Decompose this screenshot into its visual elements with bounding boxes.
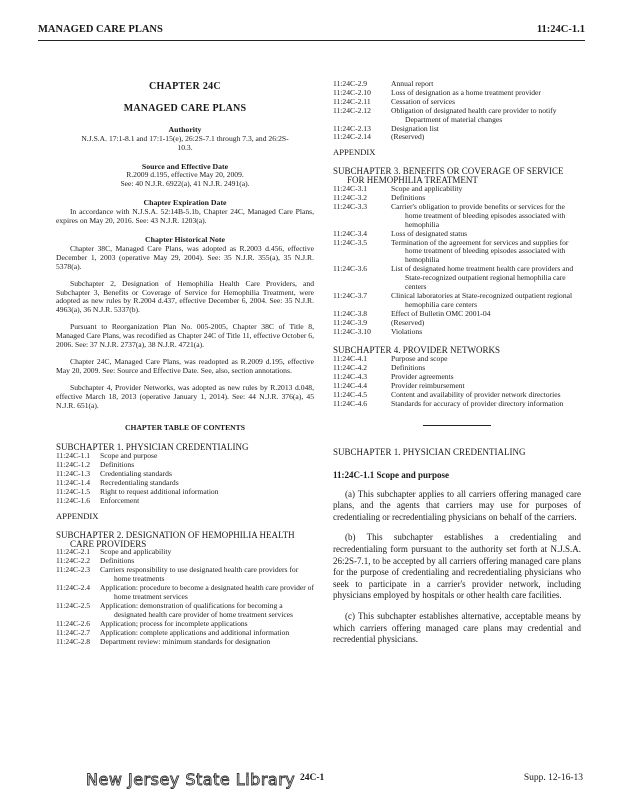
toc-title: Recredentialing standards bbox=[100, 478, 179, 487]
toc-title: Application; process for incomplete applications bbox=[100, 618, 248, 628]
toc-number: 11:24C-3.1 bbox=[333, 184, 368, 194]
subchapter-4-toc bbox=[333, 355, 581, 408]
toc-title: Application: complete applications and additional information bbox=[100, 627, 290, 637]
right-column bbox=[333, 80, 581, 646]
toc-number: 11:24C-2.10 bbox=[333, 87, 371, 97]
appendix-label[interactable]: APPENDIX bbox=[333, 147, 376, 158]
toc-number: 11:24C-3.8 bbox=[333, 308, 368, 318]
subchapter-3-heading: SUBCHAPTER 3. BENEFITS OR COVERAGE OF SERVICE FOR HEMOPHILIA TREATMENT bbox=[333, 166, 564, 186]
toc-title: Effect of Bulletin OMC 2001-04 bbox=[391, 308, 491, 318]
toc-number: 11:24C-2.8 bbox=[56, 636, 91, 646]
toc-entry[interactable] bbox=[56, 470, 314, 479]
toc-title: Purpose and scope bbox=[391, 354, 448, 364]
supplement-date: Supp. 12-16-13 bbox=[523, 773, 583, 783]
body-paragraph: (c) This subchapter establishes alternative, acceptable means by which carriers offering managed care plans may credential and recredential physicians. bbox=[333, 610, 581, 645]
toc-entry[interactable] bbox=[333, 328, 581, 337]
toc-entry[interactable] bbox=[56, 602, 314, 620]
toc-title: Loss of designation as a home treatment provider bbox=[391, 87, 541, 97]
toc-entry[interactable] bbox=[333, 265, 581, 292]
toc-title: Carrier's obligation to provide benefits or services for the home treatment of bleeding episodes associated with hemophilia bbox=[391, 201, 566, 229]
toc-title: Carriers responsibility to use designated health care providers for home treatments bbox=[100, 565, 299, 584]
subchapter-3-toc bbox=[333, 185, 581, 336]
toc-number: 11:24C-4.6 bbox=[333, 398, 368, 408]
source-line-2: See: 40 N.J.R. 6922(a), 41 N.J.R. 2491(a). bbox=[120, 179, 250, 189]
left-column bbox=[56, 80, 314, 646]
subchapter-2-toc-continued bbox=[333, 80, 581, 142]
toc-title: Provider reimbursement bbox=[391, 381, 465, 391]
historical-note: Subchapter 4, Provider Networks, was adopted as new rules by R.2013 d.048, effective March 18, 2013 (operative January 1, 2014). See: 44 N.J.R. 376(a), 45 N.J.R. 651(a). bbox=[56, 382, 314, 410]
page-number: 24C-1 bbox=[300, 773, 325, 783]
subchapter-4-heading: SUBCHAPTER 4. PROVIDER NETWORKS bbox=[333, 345, 501, 356]
toc-number: 11:24C-2.12 bbox=[333, 105, 371, 115]
historical-note: Pursuant to Reorganization Plan No. 005-2005, Chapter 38C of Title 8, Managed Care Plans, was recodified as Chapter 24C of Title 11, effective October 6, 2006. See: 37 N.J.R. 2737(a), 38 N.J.R. 4721(a). bbox=[56, 322, 314, 350]
toc-number: 11:24C-2.3 bbox=[56, 565, 91, 575]
toc-number: 11:24C-2.14 bbox=[333, 132, 371, 142]
toc-number: 11:24C-2.1 bbox=[56, 547, 91, 557]
toc-title: Scope and applicability bbox=[391, 184, 463, 194]
toc-number: 11:24C-2.2 bbox=[56, 556, 91, 566]
library-watermark: New Jersey State Library bbox=[86, 770, 296, 789]
expiration-text: In accordance with N.J.S.A. 52:14B-5.1b, Chapter 24C, Managed Care Plans, expires on May 20, 2016. See: 43 N.J.R. 1203(a). bbox=[56, 207, 314, 226]
toc-entry[interactable] bbox=[333, 364, 581, 373]
toc-title: Definitions bbox=[100, 460, 135, 470]
toc-title: Content and availability of provider network directories bbox=[391, 390, 561, 399]
header-section: 11:24C-1.1 bbox=[536, 24, 585, 35]
toc-number: 11:24C-4.5 bbox=[333, 390, 368, 399]
subchapter-1-toc bbox=[56, 452, 314, 505]
subchapter-1-heading: SUBCHAPTER 1. PHYSICIAN CREDENTIALING bbox=[56, 442, 249, 453]
toc-number: 11:24C-1.4 bbox=[56, 478, 91, 487]
toc-number: 11:24C-2.9 bbox=[333, 79, 368, 88]
body-paragraph: (b) This subchapter establishes a credentialing and recredentialing form pursuant to the authority set forth at N.J.S.A. 26:2S-7.1, to be accepted by all carriers offering managed care plans for the purpose of credentialing and recredentialing physicians who seek to participate in a carrier's provider network, including physicians employed by hospitals or other health care facilities. bbox=[333, 532, 581, 601]
toc-title: Cessation of services bbox=[391, 96, 456, 106]
toc-number: 11:24C-3.2 bbox=[333, 192, 368, 202]
toc-number: 11:24C-3.7 bbox=[333, 290, 368, 300]
toc-title: (Reserved) bbox=[391, 132, 425, 142]
toc-title: Enforcement bbox=[100, 495, 140, 505]
toc-number: 11:24C-2.7 bbox=[56, 627, 91, 637]
toc-title: (Reserved) bbox=[391, 317, 425, 327]
toc-title: Scope and applicability bbox=[100, 547, 172, 557]
toc-title: Definitions bbox=[391, 192, 426, 202]
toc-entry[interactable] bbox=[333, 310, 581, 319]
toc-entry[interactable] bbox=[56, 566, 314, 584]
authority-text: N.J.S.A. 17:1-8.1 and 17:1-15(e), 26:2S-7.1 through 7.3, and 26:2S-10.3. bbox=[81, 133, 289, 152]
toc-title: Right to request additional information bbox=[100, 486, 219, 496]
toc-number: 11:24C-4.2 bbox=[333, 363, 368, 373]
expiration-heading: Chapter Expiration Date bbox=[143, 198, 227, 208]
toc-entry[interactable] bbox=[333, 185, 581, 194]
subchapter-2-heading: SUBCHAPTER 2. DESIGNATION OF HEMOPHILIA HEALTH CARE PROVIDERS bbox=[56, 529, 295, 549]
toc-title: Definitions bbox=[100, 556, 135, 566]
toc-entry[interactable] bbox=[333, 355, 581, 364]
toc-title: Standards for accuracy of provider directory information bbox=[391, 398, 564, 408]
toc-number: 11:24C-2.5 bbox=[56, 600, 91, 610]
toc-title: Clinical laboratories at State-recognized outpatient regional hemophilia care centers bbox=[391, 290, 573, 309]
page-footer bbox=[0, 770, 623, 794]
historical-note: Chapter 38C, Managed Care Plans, was adopted as R.2003 d.456, effective December 1, 2003 (operative May 29, 2004). See: 35 N.J.R. 355(a), 35 N.J.R. 5378(a). bbox=[56, 243, 314, 271]
toc-heading: CHAPTER TABLE OF CONTENTS bbox=[125, 423, 245, 433]
toc-title: Application: procedure to become a designated health care provider of home treatment services bbox=[100, 583, 315, 601]
toc-title: Application: demonstration of qualifications for becoming a designated health care provider of home treatment services bbox=[100, 600, 294, 619]
section-title: 11:24C-1.1 Scope and purpose bbox=[333, 469, 450, 480]
toc-entry[interactable] bbox=[56, 548, 314, 557]
source-heading: Source and Effective Date bbox=[141, 161, 229, 171]
toc-entry[interactable] bbox=[333, 133, 581, 142]
toc-title: Scope and purpose bbox=[100, 451, 158, 461]
source-line-1: R.2009 d.195, effective May 20, 2009. bbox=[126, 170, 244, 180]
toc-entry[interactable] bbox=[56, 497, 314, 506]
running-header bbox=[38, 22, 585, 41]
toc-entry[interactable] bbox=[56, 461, 314, 470]
toc-number: 11:24C-2.4 bbox=[56, 583, 91, 593]
toc-entry[interactable] bbox=[333, 107, 581, 125]
toc-number: 11:24C-1.1 bbox=[56, 451, 91, 461]
toc-entry[interactable] bbox=[333, 203, 581, 230]
body-paragraph: (a) This subchapter applies to all carriers offering managed care plans, and the agents that carriers may use for purposes of credentialing or recredentialing physicians on behalf of the carriers. bbox=[333, 488, 581, 522]
toc-title: Department review: minimum standards for designation bbox=[100, 636, 271, 646]
toc-entry[interactable] bbox=[333, 292, 581, 310]
toc-title: Credentialing standards bbox=[100, 469, 172, 479]
toc-title: Annual report bbox=[391, 79, 434, 88]
toc-number: 11:24C-4.4 bbox=[333, 381, 368, 391]
toc-number: 11:24C-1.6 bbox=[56, 495, 91, 505]
appendix-label[interactable]: APPENDIX bbox=[56, 510, 99, 521]
toc-number: 11:24C-3.3 bbox=[333, 201, 368, 211]
toc-number: 11:24C-3.9 bbox=[333, 317, 368, 327]
toc-number: 11:24C-1.5 bbox=[56, 486, 91, 496]
toc-number: 11:24C-3.6 bbox=[333, 264, 368, 274]
header-title: MANAGED CARE PLANS bbox=[38, 24, 163, 35]
toc-number: 11:24C-1.2 bbox=[56, 460, 91, 470]
subchapter-2-toc bbox=[56, 548, 314, 646]
toc-entry[interactable] bbox=[56, 488, 314, 497]
toc-entry[interactable] bbox=[56, 584, 314, 602]
toc-entry[interactable] bbox=[56, 452, 314, 461]
chapter-title: MANAGED CARE PLANS bbox=[123, 102, 247, 114]
toc-entry[interactable] bbox=[333, 239, 581, 266]
toc-number: 11:24C-4.1 bbox=[333, 354, 368, 364]
toc-title: Loss of designated status bbox=[391, 228, 468, 238]
toc-number: 11:24C-2.6 bbox=[56, 618, 91, 628]
toc-number: 11:24C-3.5 bbox=[333, 237, 368, 247]
toc-number: 11:24C-3.10 bbox=[333, 326, 371, 336]
toc-number: 11:24C-4.3 bbox=[333, 372, 368, 382]
toc-number: 11:24C-1.3 bbox=[56, 469, 91, 479]
chapter-number: CHAPTER 24C bbox=[149, 81, 221, 92]
section-divider bbox=[423, 425, 491, 426]
toc-number: 11:24C-2.11 bbox=[333, 96, 371, 106]
toc-entry[interactable] bbox=[333, 400, 581, 409]
toc-title: Definitions bbox=[391, 363, 426, 373]
toc-title: Designation list bbox=[391, 123, 439, 133]
toc-number: 11:24C-2.13 bbox=[333, 123, 371, 133]
historical-heading: Chapter Historical Note bbox=[145, 234, 225, 244]
historical-note: Chapter 24C, Managed Care Plans, was readopted as R.2009 d.195, effective May 20, 2009. See: Source and Effective Date. See, also, section annotations. bbox=[56, 356, 314, 375]
historical-note: Subchapter 2, Designation of Hemophilia Health Care Providers, and Subchapter 3, Benefits or Coverage of Service for Hemophilia Treatment, were adopted as new rules by R.2004 d.437, effective December 6, 2004. See: 35 N.J.R. 4963(a), 36 N.J.R. 5337(b). bbox=[56, 278, 314, 315]
toc-title: List of designated home treatment health care providers and State-recognized outpatient regional hemophilia care centers bbox=[391, 264, 574, 292]
toc-entry[interactable] bbox=[56, 638, 314, 647]
toc-number: 11:24C-3.4 bbox=[333, 228, 368, 238]
authority-heading: Authority bbox=[168, 124, 202, 134]
toc-title: Obligation of designated health care provider to notify Department of material changes bbox=[391, 105, 557, 124]
toc-title: Termination of the agreement for services and supplies for home treatment of bleeding episodes associated with hemophilia bbox=[391, 237, 569, 265]
toc-title: Provider agreements bbox=[391, 372, 454, 382]
subchapter-1-title: SUBCHAPTER 1. PHYSICIAN CREDENTIALING bbox=[333, 446, 526, 457]
toc-title: Violations bbox=[391, 326, 423, 336]
